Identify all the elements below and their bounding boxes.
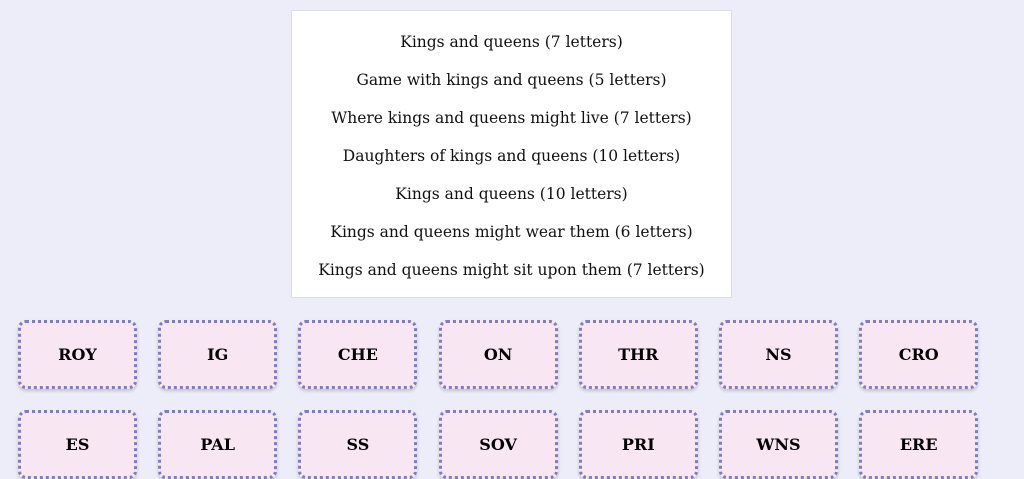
- letter-tile[interactable]: PRI: [579, 410, 698, 479]
- letter-tile[interactable]: WNS: [719, 410, 838, 479]
- clue: Where kings and queens might live (7 letters): [331, 109, 692, 127]
- letter-tile[interactable]: ON: [439, 320, 558, 389]
- letter-tile[interactable]: ROY: [18, 320, 137, 389]
- letter-tile[interactable]: THR: [579, 320, 698, 389]
- clue: Game with kings and queens (5 letters): [356, 71, 667, 89]
- letter-tile[interactable]: PAL: [158, 410, 277, 479]
- clue: Kings and queens might wear them (6 letters): [330, 223, 693, 241]
- letter-tile[interactable]: IG: [158, 320, 277, 389]
- letter-tile[interactable]: CHE: [298, 320, 417, 389]
- clue-list: [291, 10, 732, 298]
- clue: Kings and queens (10 letters): [395, 185, 628, 203]
- letter-tile[interactable]: SS: [298, 410, 417, 479]
- letter-tile[interactable]: SOV: [439, 410, 558, 479]
- letter-tile[interactable]: ES: [18, 410, 137, 479]
- clue: Daughters of kings and queens (10 letters): [342, 147, 681, 165]
- letter-tile[interactable]: ERE: [859, 410, 978, 479]
- clue: Kings and queens (7 letters): [400, 33, 623, 51]
- letter-tile[interactable]: CRO: [859, 320, 978, 389]
- letter-tile[interactable]: NS: [719, 320, 838, 389]
- clue: Kings and queens might sit upon them (7 letters): [318, 261, 705, 279]
